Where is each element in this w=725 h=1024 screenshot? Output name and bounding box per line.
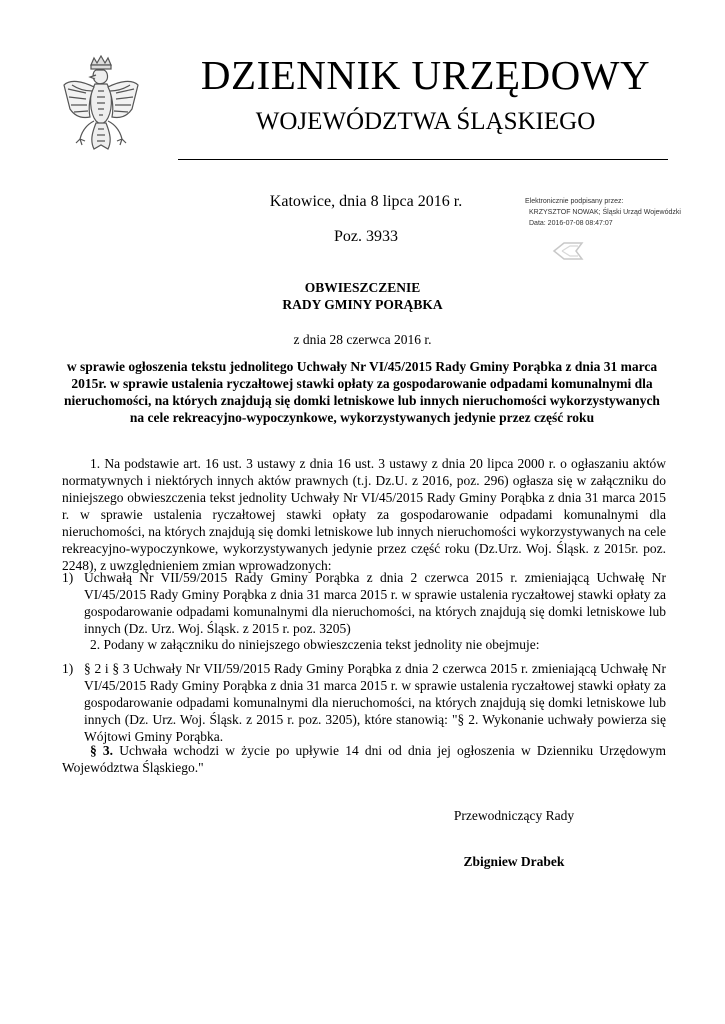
list-item-number: 1) xyxy=(62,570,74,585)
signatory-name: Zbigniew Drabek xyxy=(463,854,565,869)
signature-mark-icon xyxy=(550,240,590,262)
paragraph-3 xyxy=(62,742,666,776)
masthead-title: DZIENNIK URZĘDOWY xyxy=(200,52,651,98)
list-item-text: § 2 i § 3 Uchwały Nr VII/59/2015 Rady Gminy Porąbka z dnia 2 czerwca 2015 r. zmieniającą Uchwałę Nr VI/45/2015 Rady Gminy Porąbka z dnia 31 marca 2015 r. w sprawie ustalenia ryczałtowej stawki opłaty za gospodarowanie odpadami komunalnymi dla nieruchomości, na których znajdują się domki letniskowe lub innych (Dz. Urz. Woj. Śląsk. z 2015 r. poz. 3205), które stanowią: "§ 2. Wykonanie uchwały powierza się Wójtowi Gminy Porąbka. xyxy=(84,661,666,744)
list-item xyxy=(62,569,666,637)
masthead-subtitle: WOJEWÓDZTWA ŚLĄSKIEGO xyxy=(255,108,596,135)
paragraph-2: 2. Podany w załączniku do niniejszego obwieszczenia tekst jednolity nie obejmuje: xyxy=(90,637,540,652)
document-date: z dnia 28 czerwca 2016 r. xyxy=(293,332,432,347)
white-eagle-emblem-icon xyxy=(60,55,142,165)
masthead-divider xyxy=(178,159,668,160)
amendments-list xyxy=(62,569,666,637)
document-type: OBWIESZCZENIE xyxy=(304,280,421,295)
list-item xyxy=(62,660,666,745)
list-item-text: Uchwałą Nr VII/59/2015 Rady Gminy Porąbka z dnia 2 czerwca 2015 r. zmieniającą Uchwałę Nr VI/45/2015 Rady Gminy Porąbka z dnia 31 marca 2015 r. w sprawie ustalenia ryczałtowej stawki opłaty za gospodarowanie odpadami komunalnymi dla nieruchomości, na których znajdują się domki letniskowe lub innych (Dz. Urz. Woj. Śląsk. z 2015 r. poz. 3205) xyxy=(84,570,666,636)
document-issuer: RADY GMINY PORĄBKA xyxy=(282,297,443,312)
document-subject: w sprawie ogłoszenia tekstu jednolitego Uchwały Nr VI/45/2015 Rady Gminy Porąbka z dnia 31 marca 2015r. w sprawie ustalenia ryczałtowej stawki opłaty za gospodarowanie odpadami komunalnymi dla nieruchomości, na których znajdują się domki letniskowe lub innych nieruchomości wykorzystywanych na cele rekreacyjno-wypoczynkowe, wykorzystywanych jedynie przez część roku xyxy=(64,359,660,425)
section-number: § 3. xyxy=(90,743,114,758)
electronic-signature-block xyxy=(525,196,720,229)
signature-date: Data: 2016-07-08 08:47:07 xyxy=(529,220,613,227)
paragraph-1: 1. Na podstawie art. 16 ust. 3 ustawy z dnia 16 ust. 3 ustawy z dnia 20 lipca 2000 r. o ogłaszaniu aktów normatywnych i niektórych innych aktów prawnych (t.j. Dz.U. z 2016, poz. 296) ogłasza się w załączniku do niniejszego obwieszczenia tekst jednolity Uchwały Nr VI/45/2015 Rady Gminy Porąbka z dnia 31 marca 2015 r. w sprawie ustalenia ryczałtowej stawki opłaty za gospodarowanie odpadami komunalnymi dla nieruchomości, na których znajdują się domki letniskowe lub innych nieruchomości wykorzystywanych na cele rekreacyjno-wypoczynkowe, wykorzystywanych jedynie przez część roku (Dz.Urz. Woj. Śląsk. z 2015r. poz. 2248), z uwzględnieniem zmian wprowadzonych: xyxy=(62,456,666,573)
section-text: Uchwała wchodzi w życie po upływie 14 dni od dnia jej ogłoszenia w Dzienniku Urzędowym Województwa Śląskiego." xyxy=(62,743,667,775)
publication-dateline: Katowice, dnia 8 lipca 2016 r. xyxy=(269,193,463,210)
list-item-number: 1) xyxy=(62,661,74,676)
signature-signer: KRZYSZTOF NOWAK; Śląski Urząd Wojewódzki xyxy=(529,209,681,216)
signatory-role: Przewodniczący Rady xyxy=(453,808,575,823)
publication-position: Poz. 3933 xyxy=(334,228,398,245)
signature-label: Elektronicznie podpisany przez: xyxy=(525,198,624,205)
exclusions-list xyxy=(62,660,666,745)
